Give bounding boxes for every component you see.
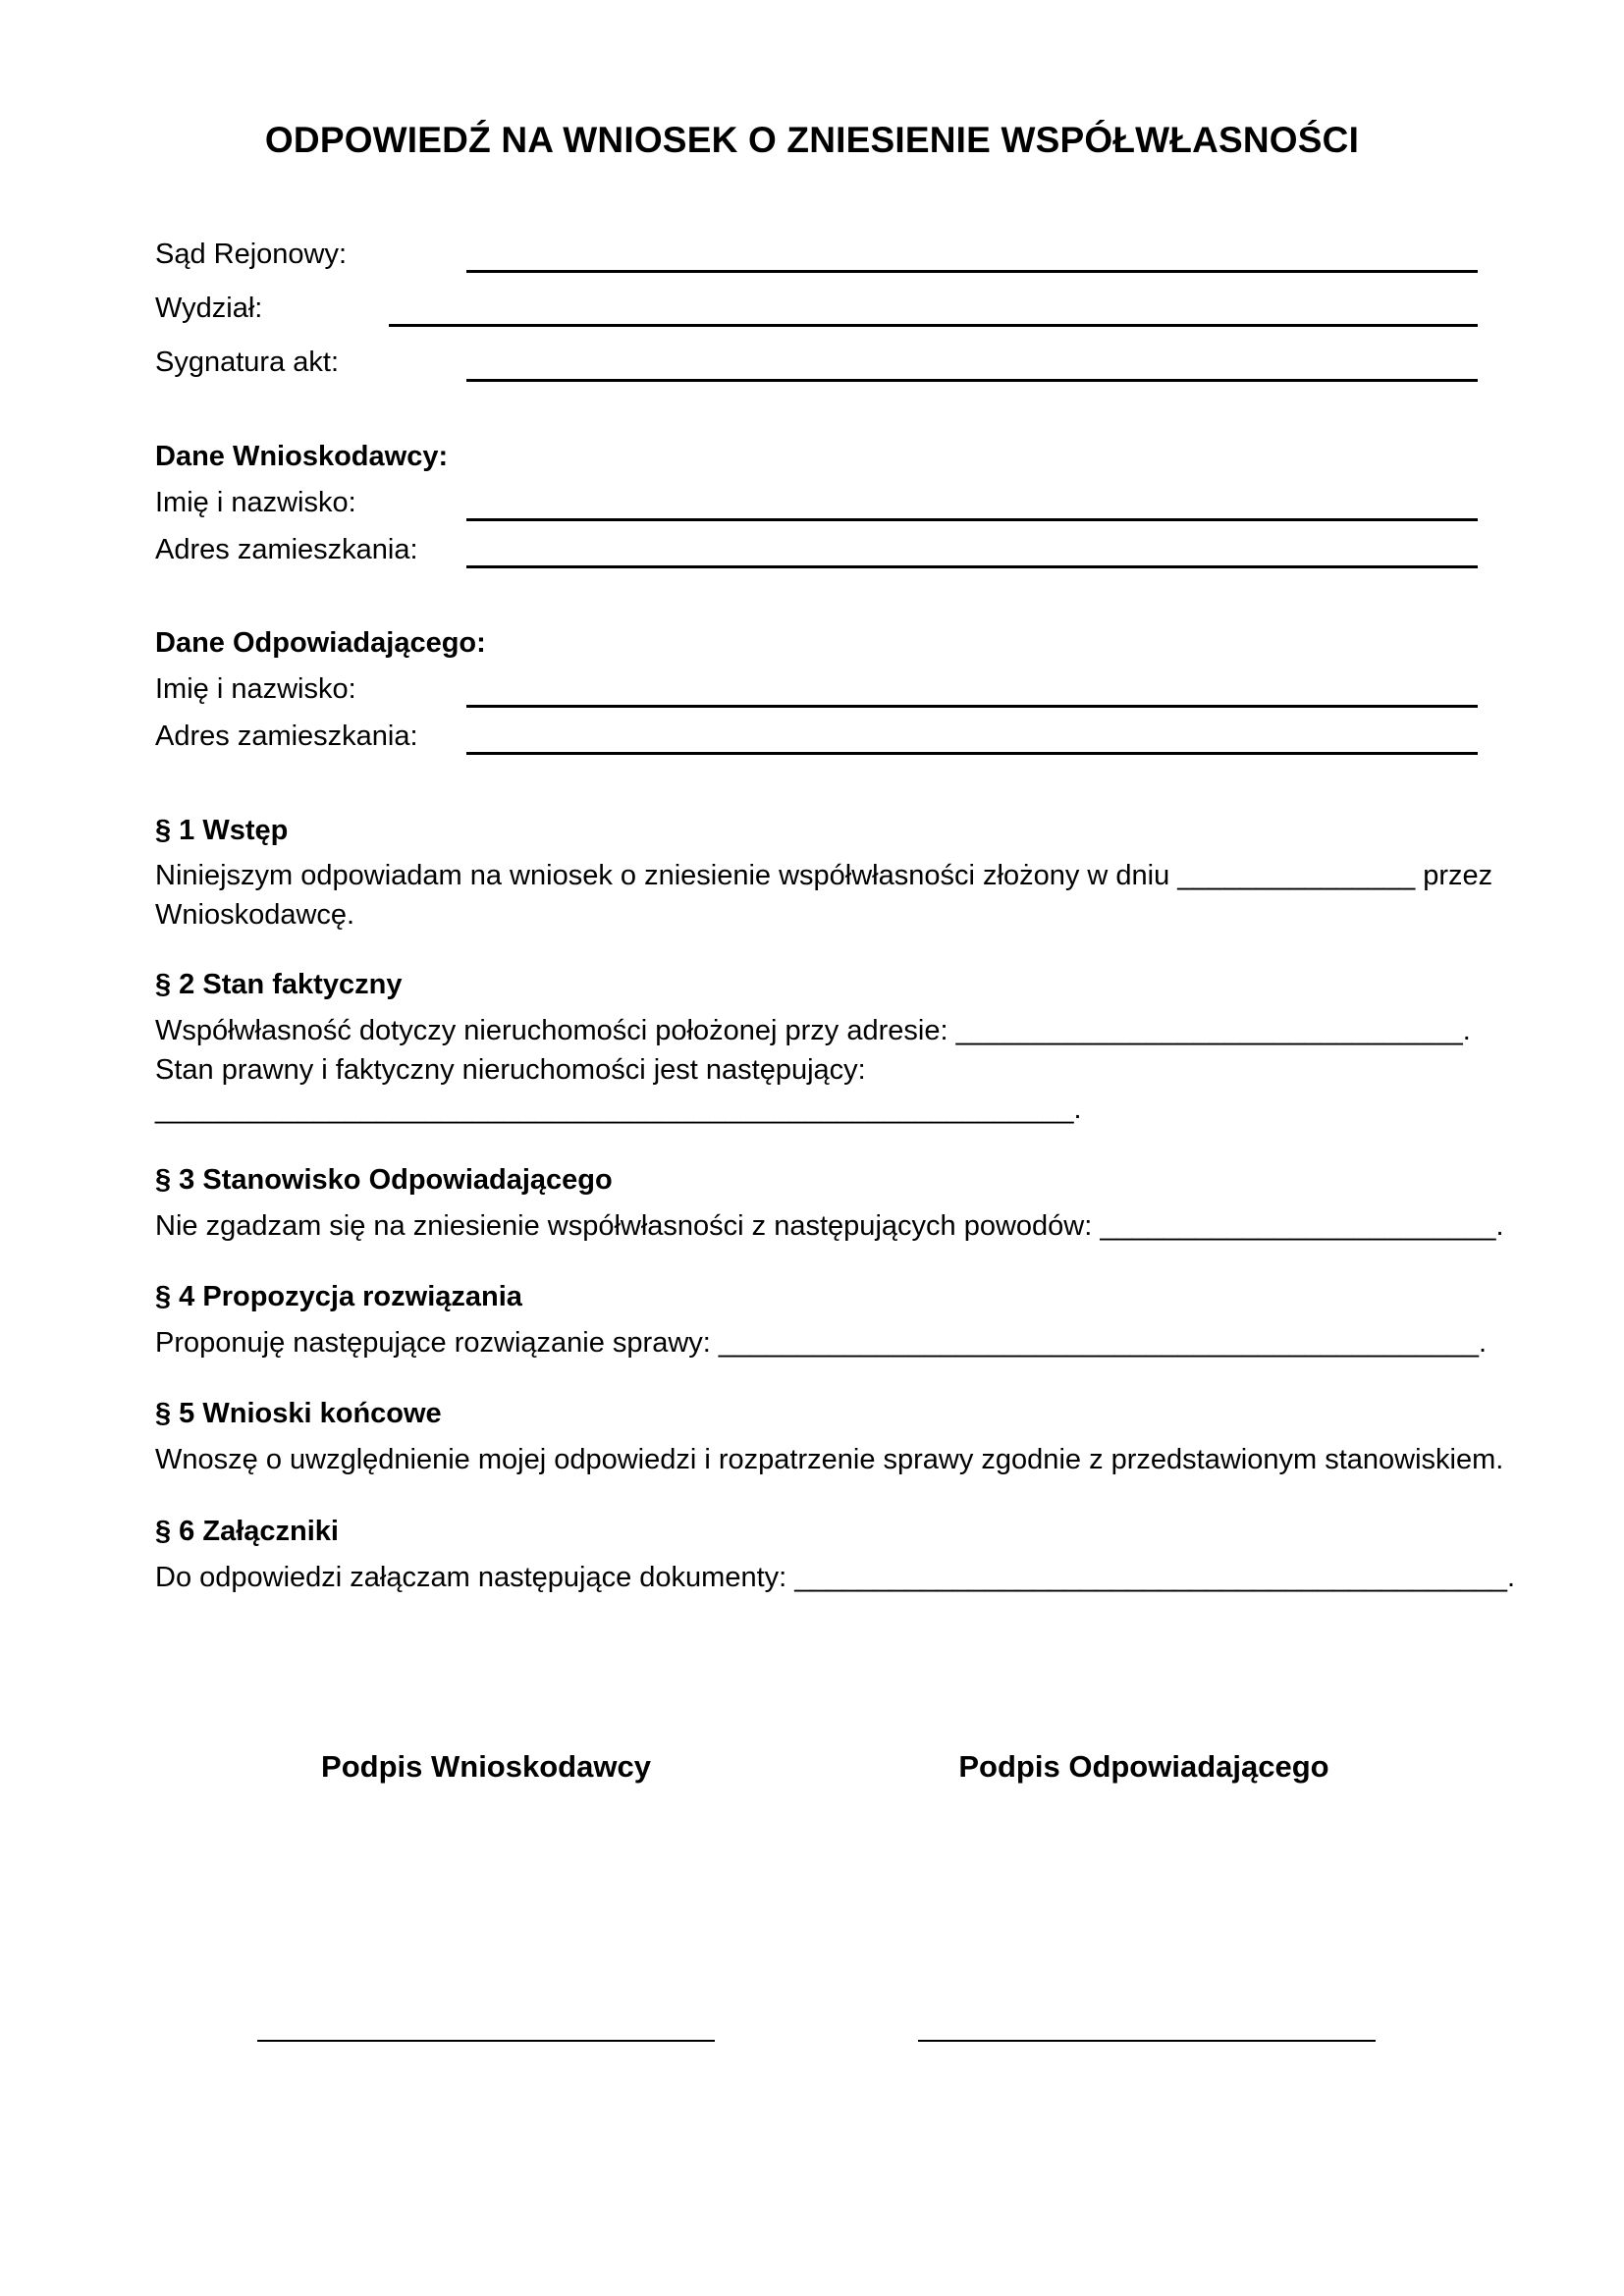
applicant-address-field-line[interactable] xyxy=(466,565,1478,568)
court-field-line[interactable] xyxy=(466,270,1478,273)
section-2-text-line-1: Współwłasność dotyczy nieruchomości położonej przy adresie: ________________________________. xyxy=(155,1015,1471,1046)
section-1-text-line-2: Wnioskodawcę. xyxy=(155,899,355,931)
section-4-text-line-1: Proponuję następujące rozwiązanie sprawy: ________________________________________________. xyxy=(155,1327,1488,1359)
division-field-line[interactable] xyxy=(389,324,1478,327)
section-4-heading: § 4 Propozycja rozwiązania xyxy=(155,1281,522,1312)
applicant-name-label: Imię i nazwisko: xyxy=(155,487,356,518)
section-2-text-line-3: __________________________________________________________. xyxy=(155,1094,1082,1125)
section-6-text-line-1: Do odpowiedzi załączam następujące dokumenty: _____________________________________________. xyxy=(155,1562,1516,1593)
respondent-address-field-line[interactable] xyxy=(466,752,1478,755)
respondent-heading: Dane Odpowiadającego: xyxy=(155,627,486,659)
respondent-address-label: Adres zamieszkania: xyxy=(155,721,418,752)
respondent-name-field-line[interactable] xyxy=(466,705,1478,708)
respondent-signature-label: Podpis Odpowiadającego xyxy=(958,1749,1329,1784)
section-3-heading: § 3 Stanowisko Odpowiadającego xyxy=(155,1164,613,1196)
applicant-signature-label: Podpis Wnioskodawcy xyxy=(321,1749,651,1784)
section-3-text-line-1: Nie zgadzam się na zniesienie współwłasności z następujących powodów: _________________________. xyxy=(155,1210,1504,1242)
section-2-text-line-2: Stan prawny i faktyczny nieruchomości jest następujący: xyxy=(155,1054,866,1086)
applicant-address-label: Adres zamieszkania: xyxy=(155,534,418,565)
applicant-name-field-line[interactable] xyxy=(466,518,1478,521)
court-label: Sąd Rejonowy: xyxy=(155,239,348,270)
section-1-text-line-1: Niniejszym odpowiadam na wniosek o zniesienie współwłasności złożony w dniu _______________ przez xyxy=(155,860,1493,891)
division-label: Wydział: xyxy=(155,293,263,324)
section-1-heading: § 1 Wstęp xyxy=(155,815,289,846)
case-number-field-line[interactable] xyxy=(466,379,1478,382)
applicant-signature-line[interactable] xyxy=(257,2040,715,2042)
applicant-heading: Dane Wnioskodawcy: xyxy=(155,441,449,472)
section-2-heading: § 2 Stan faktyczny xyxy=(155,969,403,1000)
section-6-heading: § 6 Załączniki xyxy=(155,1516,339,1547)
section-5-text-line-1: Wnoszę o uwzględnienie mojej odpowiedzi i rozpatrzenie sprawy zgodnie z przedstawionym stanowiskiem. xyxy=(155,1444,1504,1475)
respondent-name-label: Imię i nazwisko: xyxy=(155,673,356,705)
case-number-label: Sygnatura akt: xyxy=(155,347,339,378)
document-title: ODPOWIEDŹ NA WNIOSEK O ZNIESIENIE WSPÓŁWŁASNOŚCI xyxy=(264,120,1360,160)
section-5-heading: § 5 Wnioski końcowe xyxy=(155,1398,442,1429)
respondent-signature-line[interactable] xyxy=(918,2040,1376,2042)
